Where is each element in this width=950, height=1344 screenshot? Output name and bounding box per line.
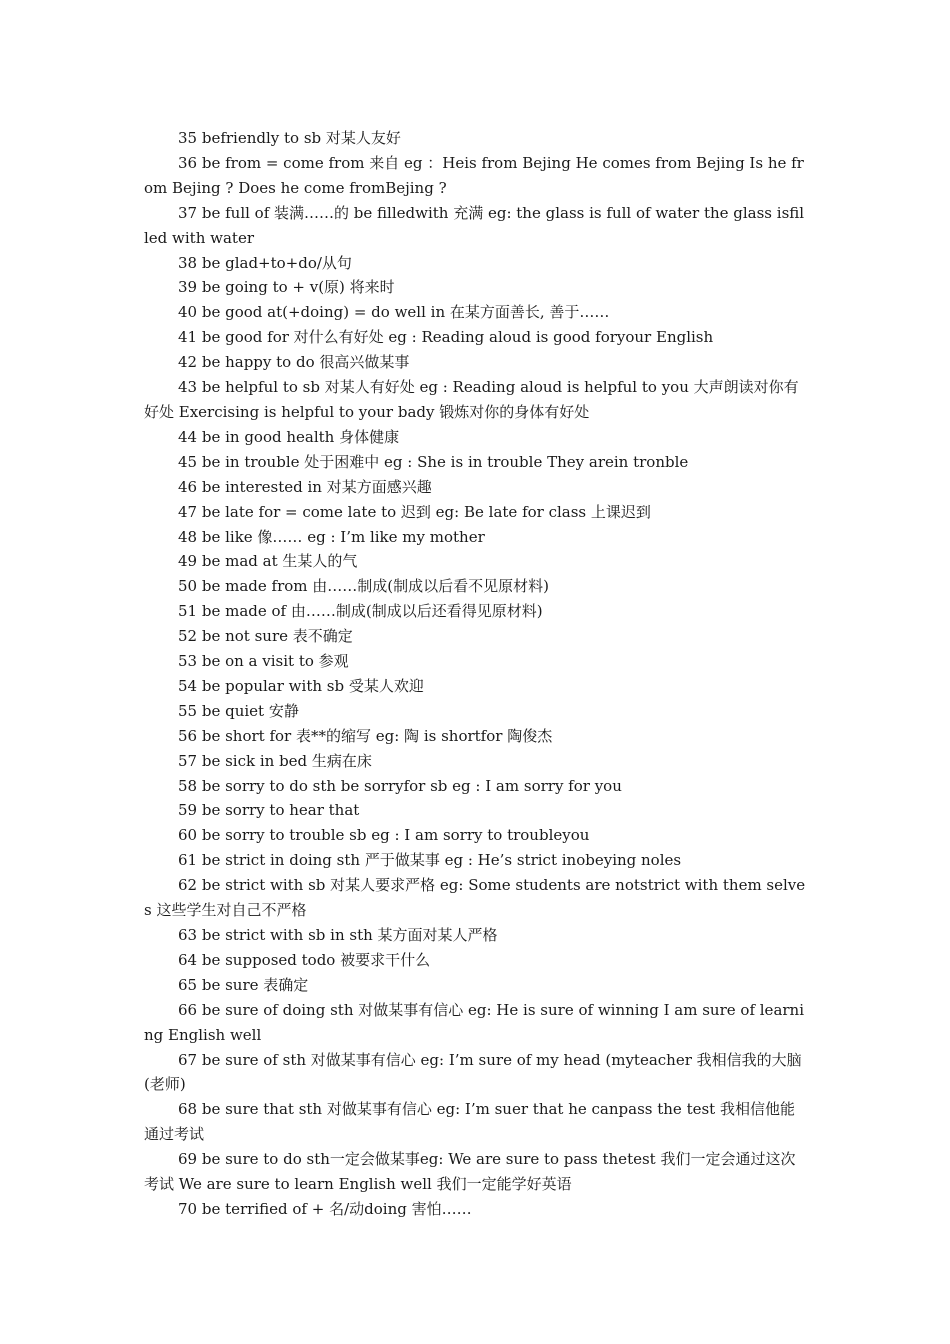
phrase-entry-45: 45 be in trouble 处于困难中 eg : She is in trouble They arein tronble	[178, 452, 689, 471]
phrase-entry-47: 47 be late for = come late to 迟到 eg: Be late for class 上课迟到	[178, 502, 651, 521]
phrase-entry-55: 55 be quiet 安静	[178, 701, 299, 720]
phrase-entry-39: 39 be going to + v(原) 将来时	[178, 278, 395, 297]
phrase-entry-67: 67 be sure of sth 对做某事有信心 eg: I’m sure of my head (myteacher 我相信我的大脑(老师)	[144, 1050, 802, 1094]
phrase-entry-62: 62 be strict with sb 对某人要求严格 eg: Some students are notstrict with them selves 这些学生对自己不严格	[144, 876, 806, 920]
phrase-entry-56: 56 be short for 表**的缩写 eg: 陶 is shortfor 陶俊杰	[178, 726, 553, 745]
phrase-entry-44: 44 be in good health 身体健康	[178, 427, 400, 446]
phrase-entry-69: 69 be sure to do sth一定会做某事eg: We are sure to pass thetest 我们一定会通过这次考试 We are sure to learn English well 我们一定能学好英语	[144, 1150, 796, 1194]
phrase-entry-50: 50 be made from 由……制成(制成以后看不见原材料)	[178, 577, 549, 596]
phrase-entry-49: 49 be mad at 生某人的气	[178, 552, 358, 571]
phrase-entry-63: 63 be strict with sb in sth 某方面对某人严格	[178, 926, 498, 944]
phrase-entry-52: 52 be not sure 表不确定	[178, 627, 353, 646]
phrase-entry-51: 51 be made of 由……制成(制成以后还看得见原材料)	[178, 602, 543, 621]
phrase-entry-68: 68 be sure that sth 对做某事有信心 eg: I’m suer that he canpass the test 我相信他能通过考试	[144, 1100, 795, 1144]
phrase-list	[144, 126, 808, 1222]
phrase-entry-42: 42 be happy to do 很高兴做某事	[178, 353, 410, 372]
phrase-entry-48: 48 be like 像…… eg : I’m like my mother	[178, 527, 485, 546]
phrase-entry-66: 66 be sure of doing sth 对做某事有信心 eg: He is sure of winning I am sure of learning English well	[144, 1000, 805, 1044]
phrase-entry-59: 59 be sorry to hear that	[178, 801, 360, 820]
phrase-entry-46: 46 be interested in 对某方面感兴趣	[178, 477, 432, 496]
phrase-entry-64: 64 be supposed todo 被要求干什么	[178, 950, 431, 969]
phrase-entry-35: 35 befriendly to sb 对某人友好	[178, 129, 401, 147]
phrase-entry-40: 40 be good at(+doing) = do well in 在某方面善长, 善于……	[178, 303, 610, 322]
phrase-entry-43: 43 be helpful to sb 对某人有好处 eg : Reading aloud is helpful to you 大声朗读对你有好处 Exercising is helpful to your bady 锻炼对你的身体有好处	[144, 378, 799, 421]
phrase-entry-37: 37 be full of 装满……的 be filledwith 充满 eg: the glass is full of water the glass isfilled with water	[144, 203, 805, 247]
phrase-entry-61: 61 be strict in doing sth 严于做某事 eg : He’s strict inobeying noles	[178, 851, 682, 870]
phrase-entry-54: 54 be popular with sb 受某人欢迎	[178, 676, 424, 695]
phrase-entry-38: 38 be glad+to+do/从句	[178, 253, 352, 272]
phrase-entry-53: 53 be on a visit to 参观	[178, 652, 349, 671]
phrase-entry-36: 36 be from = come from 来自 eg ：Heis from Bejing He comes from Bejing Is he from Bejing ? Does he come fromBejing ?	[144, 153, 804, 197]
phrase-entry-58: 58 be sorry to do sth be sorryfor sb eg : I am sorry for you	[178, 776, 622, 795]
phrase-entry-70: 70 be terrified of + 名/动doing 害怕……	[178, 1199, 472, 1218]
phrase-entry-60: 60 be sorry to trouble sb eg : I am sorry to troubleyou	[178, 826, 590, 845]
phrase-entry-57: 57 be sick in bed 生病在床	[178, 751, 372, 770]
phrase-entry-41: 41 be good for 对什么有好处 eg : Reading aloud is good foryour English	[178, 328, 714, 347]
phrase-entry-65: 65 be sure 表确定	[178, 975, 309, 994]
